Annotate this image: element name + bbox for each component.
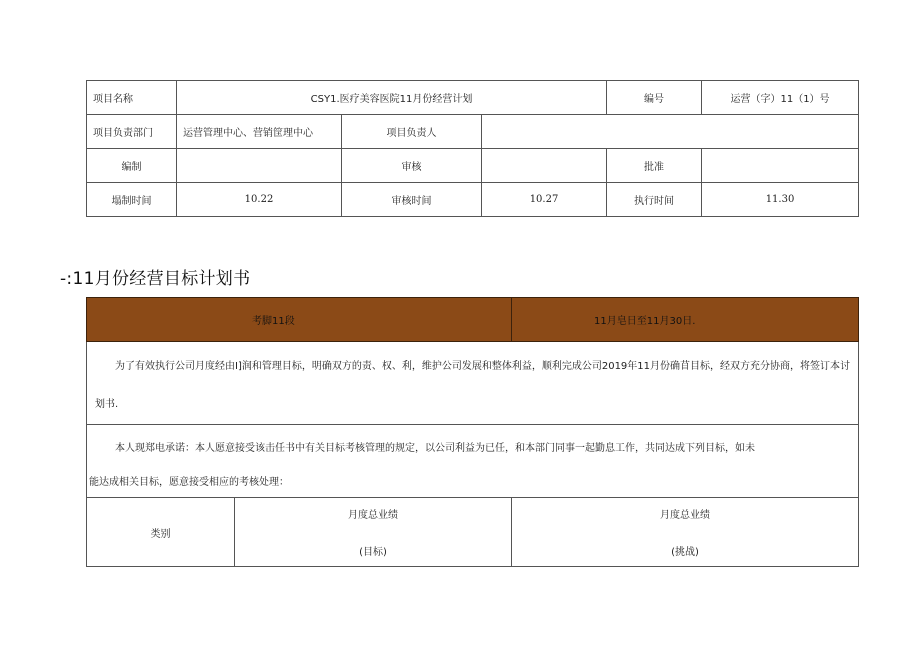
number-value: 运营（字）11（1）号	[702, 81, 859, 115]
table-row	[87, 183, 859, 217]
compile-label: 编制	[87, 149, 177, 183]
number-label: 编号	[607, 81, 702, 115]
period-header-row	[87, 298, 859, 342]
commitment-paragraph-row	[87, 425, 859, 498]
target-plan-table	[86, 297, 859, 567]
exec-time-label: 执行时间	[607, 183, 702, 217]
category-label: 类别	[87, 498, 235, 567]
project-name-label: 项目名称	[87, 81, 177, 115]
approve-value	[702, 149, 859, 183]
review-time-label: 审核时间	[342, 183, 482, 217]
dept-value: 运营管理中心、营销筐理中心	[177, 115, 342, 149]
compile-value	[177, 149, 342, 183]
review-label: 审核	[342, 149, 482, 183]
target-title: 月度总业绩	[348, 510, 398, 521]
review-value	[482, 149, 607, 183]
owner-value	[482, 115, 859, 149]
compile-time-label: 塌制时间	[87, 183, 177, 217]
dept-label: 项目负责部门	[87, 115, 177, 149]
table-row	[87, 149, 859, 183]
owner-label: 项目负责人	[342, 115, 482, 149]
challenge-subtitle: (挑战)	[671, 547, 699, 558]
purpose-paragraph: 为了有效执行公司月度经由I]润和管理目标，明确双方的责、权、利，维护公司发展和整体利益，顺利完成公司2019年11月份确苜目标，经双方充分协商，将签订本讨划书.	[87, 342, 859, 425]
purpose-paragraph-row	[87, 342, 859, 425]
target-subtitle: (目标)	[359, 547, 387, 558]
period-label: 考脚11段	[87, 298, 512, 342]
commitment-paragraph: 本人现郑电承诺：本人愿意接受该击任书中有关目标考核管理的规定，以公司利益为已任，和本部门同事一起勤息工作，共同达成下列目标，如未 能达成相关目标，愿意接受相应的考核处理：	[87, 425, 859, 498]
period-range: 11月皂日至11月30日.	[512, 298, 859, 342]
project-info-table	[86, 80, 859, 217]
category-row	[87, 498, 859, 567]
exec-time-value: 11.30	[702, 183, 859, 217]
section-heading: -:11月份经营目标计划书	[60, 269, 251, 289]
project-name-value: CSY1.医疗美容医院11月份经营计划	[177, 81, 607, 115]
approve-label: 批准	[607, 149, 702, 183]
table-row	[87, 81, 859, 115]
target-column	[235, 498, 512, 567]
table-row	[87, 115, 859, 149]
challenge-column	[512, 498, 859, 567]
review-time-value: 10.27	[482, 183, 607, 217]
challenge-title: 月度总业绩	[660, 510, 711, 521]
compile-time-value: 10.22	[177, 183, 342, 217]
